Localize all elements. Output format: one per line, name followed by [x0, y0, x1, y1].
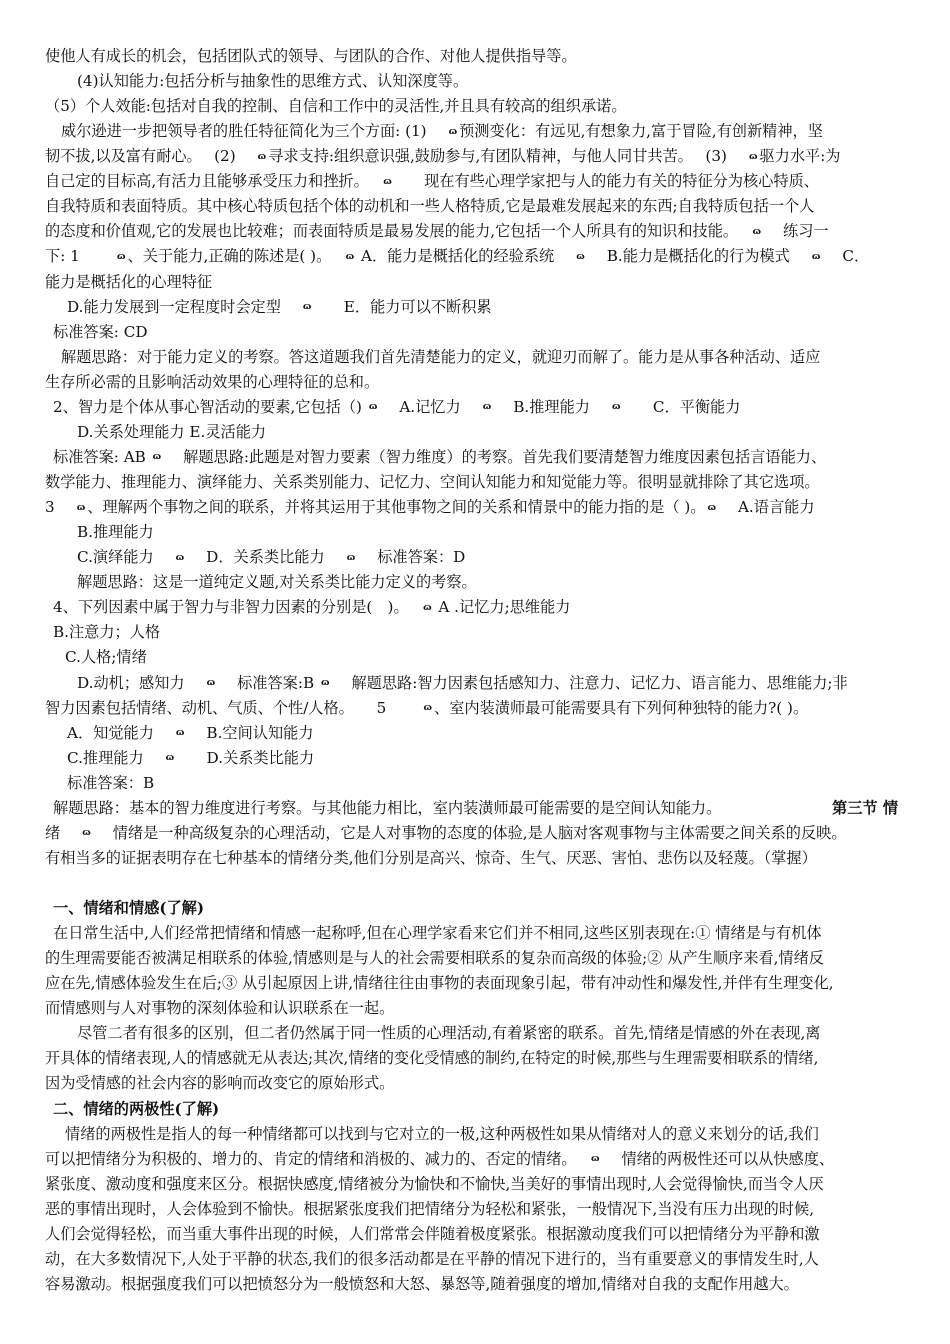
bullet-mark-icon: ɷ — [368, 402, 378, 413]
text-line: 标准答案: CD — [53, 322, 148, 341]
bullet-mark-icon: ɷ — [117, 251, 126, 262]
bullet-mark-icon: ɷ — [611, 402, 621, 413]
bullet-mark-icon: ɷ — [423, 602, 432, 613]
text-line: C.推理能力 ɷ D.关系类比能力 — [67, 746, 314, 771]
text-line: 应在先,情感体验发生在后;③ 从引起原因上讲,情绪往往由事物的表面现象引起，带有冲动性和爆发性,并伴有生理变化, — [45, 974, 834, 993]
bullet-mark-icon: ɷ — [175, 728, 185, 739]
text-line: 2、智力是个体从事心智活动的要素,它包括（) ɷ A.记忆力 ɷ B.推理能力 ɷ C．平衡能力 — [53, 395, 740, 420]
text-line: 绪 ɷ 情绪是一种高级复杂的心理活动，它是人对事物的态度的体验,是人脑对客观事物与主体需要之间关系的反映。 — [45, 821, 847, 846]
bullet-mark-icon: ɷ — [811, 251, 821, 262]
text-line: 有相当多的证据表明存在七种基本的情绪分类,他们分别是高兴、惊奇、生气、厌恶、害怕、悲伤以及轻蔑。（掌握） — [45, 848, 817, 867]
text-line: 标准答案：B — [67, 773, 155, 792]
bullet-mark-icon: ɷ — [752, 226, 762, 237]
bullet-mark-icon: ɷ — [590, 1154, 600, 1165]
text-line: D.关系处理能力 E.灵活能力 — [77, 422, 267, 441]
bullet-mark-icon: ɷ — [165, 753, 175, 764]
text-line: B.注意力；人格 — [53, 623, 161, 642]
text-line: 情绪的两极性是指人的每一种情绪都可以找到与它对立的一极,这种两极性如果从情绪对人的意义来划分的话,我们 — [65, 1124, 819, 1143]
bullet-mark-icon: ɷ — [383, 176, 392, 187]
text-line: (4)认知能力:包括分析与抽象性的思维方式、认知深度等。 — [77, 72, 469, 91]
bullet-mark-icon: ɷ — [175, 552, 185, 563]
text-line: 的生理需要能否被满足相联系的体验,情感则是与人的社会需要相联系的复杂而高级的体验;② 从产生顺序来看,情绪反 — [45, 949, 824, 968]
text-line: 标准答案: AB ɷ 解题思路:此题是对智力要素（智力维度）的考察。首先我们要清楚智力维度因素包括言语能力、 — [53, 445, 826, 470]
text-line: 紧张度、激动度和强度来区分。根据快感度,情绪被分为愉快和不愉快,当美好的事情出现时,人会觉得愉快,而当令人厌 — [45, 1174, 824, 1193]
text-line: 因为受情感的社会内容的影响而改变它的原始形式。 — [45, 1074, 395, 1093]
text-line: 容易激动。根据强度我们可以把愤怒分为一般愤怒和大怒、暴怒等,随着强度的增加,情绪对自我的支配作用越大。 — [45, 1274, 799, 1293]
text-line: 动，在大多数情况下,人处于平静的状态,我们的很多活动都是在平静的情况下进行的，当有重要意义的事情发生时,人 — [45, 1249, 819, 1268]
text-line: 二、情绪的两极性(了解) — [53, 1099, 220, 1118]
text-line: 生存所必需的且影响活动效果的心理特征的总和。 — [45, 372, 380, 391]
text-line: 而情感则与人对事物的深刻体验和认识联系在一起。 — [45, 999, 395, 1018]
bullet-mark-icon: ɷ — [302, 302, 312, 313]
bullet-mark-icon: ɷ — [423, 703, 433, 714]
text-line: 使他人有成长的机会，包括团队式的领导、与团队的合作、对他人提供指导等。 — [45, 47, 577, 65]
text-line: D.动机；感知力 ɷ 标准答案:B ɷ 解题思路:智力因素包括感知力、注意力、记忆力、语言能力、思维能力;非 — [77, 671, 848, 696]
text-line: （5）个人效能:包括对自我的控制、自信和工作中的灵活性,并且具有较高的组织承诺。 — [45, 97, 627, 116]
text-line: 4、下列因素中属于智力与非智力因素的分别是( )。 ɷ A .记忆力;思维能力 — [53, 595, 570, 620]
text-line: D.能力发展到一定程度时会定型 ɷ E．能力可以不断积累 — [67, 295, 492, 320]
text-line: 能力是概括化的心理特征 — [45, 272, 213, 291]
bullet-mark-icon: ɷ — [257, 151, 267, 162]
text-line: C.演绎能力 ɷ D．关系类比能力 ɷ 标准答案：D — [77, 545, 465, 570]
text-line: 解题思路：对于能力定义的考察。答这道题我们首先清楚能力的定义，就迎刃而解了。能力是从事各种活动、适应 — [61, 347, 821, 366]
text-line: 在日常生活中,人们经常把情绪和情感一起称呼,但在心理学家看来它们并不相同,这些区别表现在:① 情绪是与有机体 — [53, 924, 822, 943]
bullet-mark-icon: ɷ — [482, 402, 492, 413]
text-line: 自己定的目标高,有活力且能够承受压力和挫折。 ɷ 现在有些心理学家把与人的能力有关的特征分为核心特质、 — [45, 169, 819, 194]
bullet-mark-icon: ɷ — [576, 251, 585, 262]
text-line: C.人格;情绪 — [65, 648, 147, 667]
text-line: 3 ɷ 、理解两个事物之间的联系，并将其运用于其他事物之间的关系和情景中的能力指的是（ )。 ɷ A.语言能力 — [45, 495, 815, 520]
bullet-mark-icon: ɷ — [320, 678, 330, 688]
bullet-mark-icon: ɷ — [707, 502, 716, 513]
text-line: 尽管二者有很多的区别，但二者仍然属于同一性质的心理活动,有着紧密的联系。首先,情绪是情感的外在表现,离 — [77, 1024, 821, 1043]
text-line: 自我特质和表面特质。其中核心特质包括个体的动机和一些人格特质,它是最难发展起来的东西;自我特质包括一个人 — [45, 197, 815, 216]
text-line: 可以把情绪分为积极的、增力的、肯定的情绪和消极的、减力的、否定的情绪。 ɷ 情绪的两极性还可以从快感度、 — [45, 1147, 834, 1172]
text-line: B.推理能力 — [77, 523, 154, 542]
section-heading-3: 第三节 情 — [832, 798, 899, 817]
text-line: 恶的事情出现时，人会体验到不愉快。根据紧张度我们把情绪分为轻松和紧张，一般情况下,当没有压力出现的时候, — [45, 1199, 815, 1218]
text-line: 解题思路：基本的智力维度进行考察。与其他能力相比，室内装潢师最可能需要的是空间认知能力。 — [53, 798, 722, 817]
text-line: 韧不拔,以及富有耐心。 (2) ɷ 寻求支持:组织意识强,鼓励参与,有团队精神，与他人同甘共苦。 (3) ɷ 驱力水平:为 — [45, 144, 841, 169]
bullet-mark-icon: ɷ — [345, 251, 355, 262]
bullet-mark-icon: ɷ — [748, 151, 758, 162]
text-line: 一、情绪和情感(了解) — [53, 899, 205, 918]
bullet-mark-icon: ɷ — [82, 828, 91, 839]
text-line: 开具体的情绪表现,人的情感就无从表达;其次,情绪的变化受情感的制约,在特定的时候,那些与生理需要相联系的情绪, — [45, 1049, 819, 1068]
bullet-mark-icon: ɷ — [346, 552, 356, 563]
bullet-mark-icon: ɷ — [152, 452, 162, 463]
text-line: A．知觉能力 ɷ B.空间认知能力 — [67, 721, 314, 746]
text-line: 下: 1 ɷ 、关于能力,正确的陈述是( )。 ɷ A．能力是概括化的经验系统 ɷ B.能力是概括化的行为模式 ɷ C． — [45, 244, 869, 269]
text-line: 的态度和价值观,它的发展也比较难；而表面特质是最易发展的能力,它包括一个人所具有的知识和技能。 ɷ 练习一 — [45, 219, 829, 244]
text-line: 智力因素包括情绪、动机、气质、个性/人格。 5 ɷ 、室内装潢师最可能需要具有下列何种独特的能力?( )。 — [45, 696, 808, 721]
text-line: 人们会觉得轻松，而当重大事件出现的时候，人们常常会伴随着极度紧张。根据激动度我们可以把情绪分为平静和激 — [45, 1224, 820, 1243]
text-line: 数学能力、推理能力、演绎能力、关系类别能力、记忆力、空间认知能力和知觉能力等。很明显就排除了其它选项。 — [45, 473, 820, 492]
bullet-mark-icon: ɷ — [76, 502, 86, 513]
text-line: 威尔逊进一步把领导者的胜任特征简化为三个方面: (1) ɷ 预测变化：有远见,有想象力,富于冒险,有创新精神，坚 — [61, 119, 823, 144]
text-line: 解题思路：这是一道纯定义题,对关系类比能力定义的考察。 — [77, 573, 477, 592]
bullet-mark-icon: ɷ — [206, 678, 216, 688]
bullet-mark-icon: ɷ — [448, 126, 458, 137]
